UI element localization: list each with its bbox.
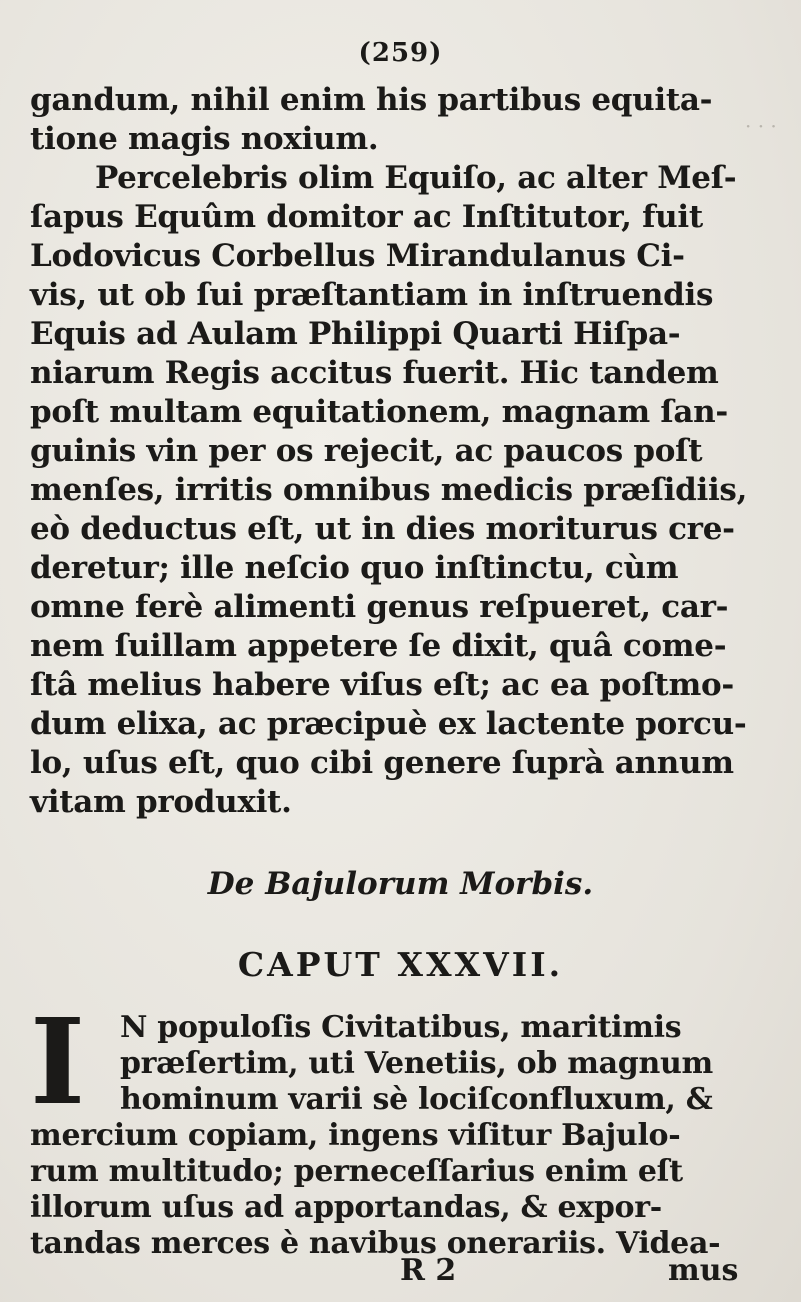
- text-line: rum multitudo; perneceſſarius enim eſt: [30, 1154, 683, 1189]
- text-line: tione magis noxium.: [30, 121, 379, 157]
- text-line: mercium copiam, ingens viſitur Bajulo-: [30, 1118, 681, 1153]
- text-line: menſes, irritis omnibus medicis præſidiis,: [30, 472, 748, 508]
- text-line: vitam produxit.: [30, 784, 292, 820]
- text-line: omne ferè alimenti genus reſpueret, car-: [30, 589, 729, 625]
- text-line: poſt multam equitationem, magnam ſan-: [30, 394, 728, 430]
- text-line: guinis vin per os rejecit, ac paucos poſt: [30, 433, 703, 469]
- text-line: lo, uſus eſt, quo cibi genere ſuprà annum: [30, 745, 734, 781]
- text-line: illorum uſus ad apportandas, & expor-: [30, 1190, 662, 1225]
- text-line: præſertim, uti Venetiis, ob magnum: [120, 1046, 713, 1081]
- text-line: N populoſis Civitatibus, maritimis: [120, 1010, 682, 1045]
- text-line: vis, ut ob ſui præſtantiam in inſtruendis: [30, 277, 714, 313]
- text-line: tandas merces è navibus onerariis. Videa-: [30, 1226, 721, 1261]
- text-line: hominum varii sè lociſconfluxum, &: [120, 1082, 713, 1117]
- text-line: Percelebris olim Equiſo, ac alter Meſ-: [95, 160, 737, 196]
- text-line: deretur; ille neſcio quo inſtinctu, cùm: [30, 550, 679, 586]
- text-line: eò deductus eſt, ut in dies moriturus cre-: [30, 511, 735, 547]
- catchword: mus: [668, 1253, 739, 1288]
- text-line: gandum, nihil enim his partibus equita-: [30, 82, 713, 118]
- text-line: nem ſuillam appetere ſe dixit, quâ come-: [30, 628, 727, 664]
- section-subheading: De Bajulorum Morbis.: [207, 866, 594, 902]
- text-line: Lodovicus Corbellus Mirandulanus Ci-: [30, 238, 685, 274]
- page-number-header: (259): [358, 38, 443, 68]
- bleed-through-mark: · · ·: [745, 114, 777, 138]
- signature-mark: R 2: [400, 1253, 457, 1288]
- drop-cap: I: [30, 992, 86, 1131]
- text-line: ſapus Equûm domitor ac Inſtitutor, fuit: [30, 199, 703, 235]
- text-line: dum elixa, ac præcipuè ex lactente porcu-: [30, 706, 747, 742]
- chapter-heading: CAPUT XXXVII.: [237, 945, 564, 984]
- text-line: ſtâ melius habere viſus eſt; ac ea poſtmo-: [30, 667, 734, 703]
- text-line: Equis ad Aulam Philippi Quarti Hiſpa-: [30, 316, 681, 352]
- text-line: niarum Regis accitus fuerit. Hic tandem: [30, 355, 719, 391]
